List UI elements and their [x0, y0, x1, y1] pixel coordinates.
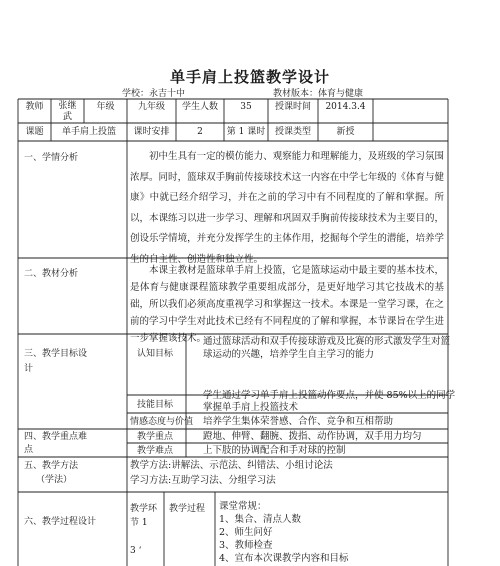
goal-skill-label: 技能目标 — [137, 400, 174, 410]
school-label: 学校：永吉十中 — [122, 89, 186, 99]
teacher-label: 教师 — [25, 102, 44, 112]
topic-value: 单手肩上投篮 — [61, 127, 116, 137]
section3-label-line1: 三、教学目标设 — [24, 349, 88, 359]
section2-text: 本课主教材是篮球单手肩上投篮，它是篮球运动中最主要的基本技术，是体育与健康课程篮球教学重要组成部分，是更好地学习其它技战术的基础，所以我们必须高度重视学习和掌握这一技术。本课是一堂学习课，在之前的学习中学生对此技术已经有不同程度的了解和掌握，本节课旨在学生进一步掌握该技术。 — [130, 265, 444, 344]
teacher-name-line1: 张继 — [58, 101, 77, 111]
topic-label: 课题 — [25, 127, 44, 137]
goal-cognitive-label: 认知目标 — [137, 349, 174, 359]
teaching-methods: 教学方法:讲解法、示范法、纠错法、小组讨论法 — [130, 460, 333, 471]
edition-label: 教材版本：体育与健康 — [273, 89, 364, 99]
hours-label: 课时安排 — [133, 127, 170, 137]
students-value: 35 — [240, 102, 252, 112]
document-title: 单手肩上投篮教学设计 — [169, 68, 330, 86]
section5-label-line2: （学法） — [36, 475, 73, 485]
key-point-text: 蹬地、伸臂、翻腕、拨指、动作协调，双手用力均匀 — [203, 431, 422, 442]
section1-text: 初中生具有一定的模仿能力、观察能力和理解能力，及班级的学习氛围浓厚。同时，篮球双手胸前传接球技术这一内容在中学七年级的《体育与健康》中就已经介绍学习，并在之前的学习中有不同程度的了解和掌握。所以，本课练习以进一步学习、理解和巩固双手胸前传接球技术为主要目的，创设乐学情境，并充分发挥学生的主体作用，挖掘每个学生的潜能，培养学生的自主性、创造性和独立性。 — [130, 151, 444, 265]
process-item: 1、集合、清点人数 — [219, 514, 302, 525]
process-link-extra: 3 ‘ — [130, 546, 142, 556]
process-item: 4、宣布本次课教学内容和目标 — [219, 553, 349, 564]
process-item: 课堂常规： — [219, 501, 267, 512]
type-value: 新授 — [336, 127, 355, 137]
section2-label: 二、教材分析 — [24, 269, 79, 279]
goal-cognitive-text-line2: 球运动的兴趣，培养学生自主学习的能力 — [203, 349, 375, 360]
learning-methods: 学习方法:互助学习法、分组学习法 — [130, 475, 276, 486]
section1-label: 一、学情分析 — [24, 153, 79, 163]
goal-emotion-label: 情感态度与价值 — [130, 417, 194, 427]
process-item: 2、师生问好 — [219, 527, 273, 538]
section6-label: 六、教学过程设计 — [24, 517, 97, 527]
process-link-label-line1: 教学环 — [130, 504, 158, 514]
goal-cognitive-text-line1: 通过篮球活动和双手传接球游戏及比赛的形式激发学生对篮 — [203, 336, 451, 347]
goal-skill-text-line2: 掌握单手肩上投篮技术 — [203, 402, 299, 413]
lesson-number: 第 1 课时 — [226, 127, 266, 137]
section3-label-line2: 计 — [24, 364, 34, 374]
students-label: 学生人数 — [181, 102, 218, 112]
time-value: 2014.3.4 — [325, 102, 366, 112]
section5-label-line1: 五、教学方法 — [24, 461, 79, 471]
goal-skill-text-line1: 学生通过学习单手肩上投篮动作要点，并使 85%以上的同学 — [203, 390, 456, 401]
goal-emotion-text: 培养学生集体荣誉感、合作、竞争和互相帮助 — [203, 416, 394, 427]
grade-value: 九年级 — [137, 102, 165, 112]
key-point-label: 教学重点 — [137, 432, 174, 442]
process-link-label-line2: 节 1 — [130, 518, 148, 528]
grade-label: 年级 — [96, 102, 115, 112]
process-label: 教学过程 — [169, 504, 206, 514]
difficulty-text: 上下肢的协调配合和手对球的控制 — [203, 445, 346, 456]
section4-label-line1: 四、教学重点难 — [24, 432, 88, 442]
teacher-name-line2: 武 — [62, 112, 72, 122]
process-item: 3、教师检查 — [219, 540, 273, 551]
hours-value: 2 — [197, 127, 203, 137]
type-label: 授课类型 — [274, 127, 311, 137]
difficulty-label: 教学难点 — [137, 446, 174, 456]
section4-label-line2: 点 — [24, 445, 34, 455]
time-label: 授课时间 — [274, 102, 311, 112]
